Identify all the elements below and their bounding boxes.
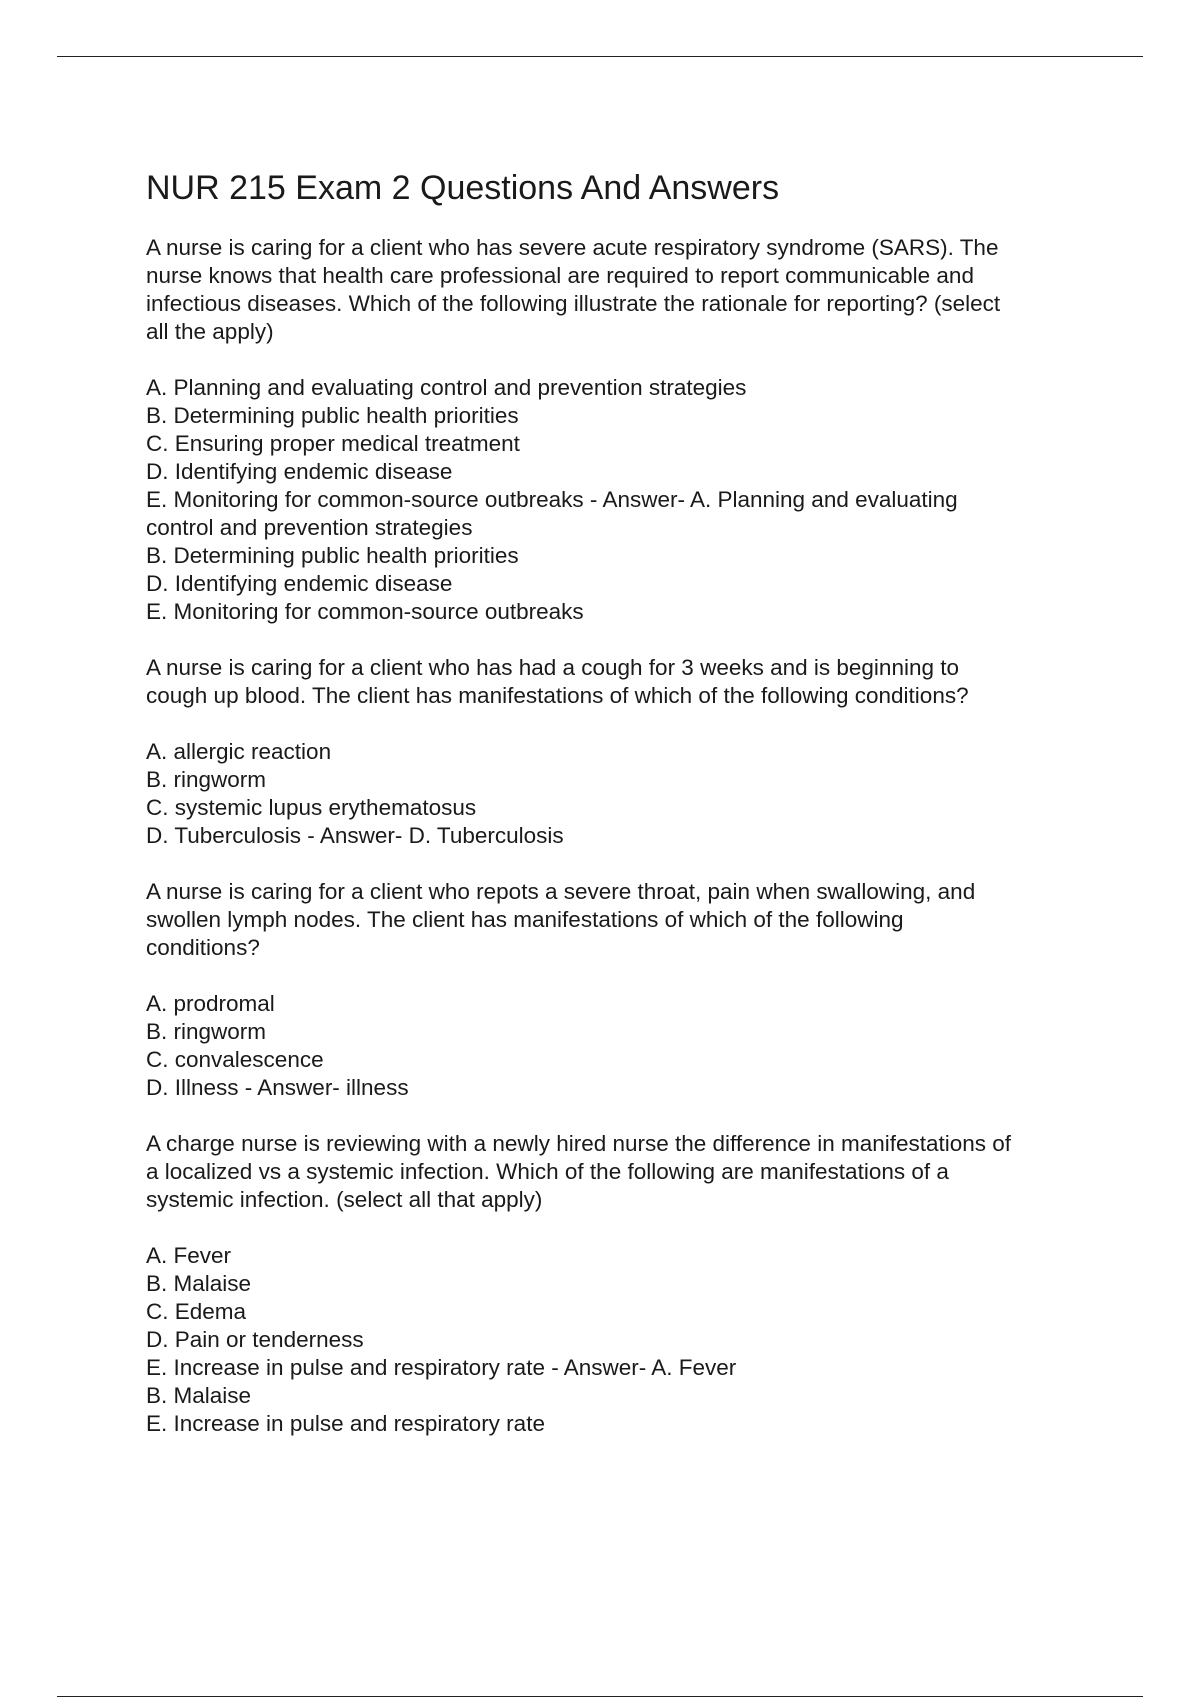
option-line: C. Edema [146, 1299, 247, 1324]
question-2-stem-line: cough up blood. The client has manifestations of which of the following conditions? [146, 683, 969, 708]
question-4-stem-line: A charge nurse is reviewing with a newly hired nurse the difference in manifestations of [146, 1131, 1012, 1156]
option-line: C. convalescence [146, 1047, 324, 1072]
question-3-stem-line: conditions? [146, 935, 260, 960]
question-1-stem-line: A nurse is caring for a client who has severe acute respiratory syndrome (SARS). The [146, 235, 999, 260]
option-line: B. ringworm [146, 1019, 267, 1044]
question-1-options [146, 374, 1096, 626]
question-3-options [146, 990, 1096, 1102]
question-2-stem [146, 654, 1096, 710]
option-answer-line: E. Increase in pulse and respiratory rate [146, 1411, 545, 1436]
question-2-stem-line: A nurse is caring for a client who has had a cough for 3 weeks and is beginning to [146, 655, 959, 680]
question-3-stem-line: A nurse is caring for a client who repots a severe throat, pain when swallowing, and [146, 879, 976, 904]
question-2-options [146, 738, 1096, 850]
bottom-divider [57, 1696, 1143, 1697]
option-answer-line: E. Monitoring for common-source outbreaks [146, 599, 584, 624]
option-line: D. Pain or tenderness [146, 1327, 364, 1352]
option-answer-line: D. Tuberculosis - Answer- D. Tuberculosis [146, 823, 564, 848]
option-line: A. Planning and evaluating control and prevention strategies [146, 375, 747, 400]
option-line: B. Malaise [146, 1271, 252, 1296]
question-3-stem [146, 878, 1096, 962]
question-1-stem-line: infectious diseases. Which of the following illustrate the rationale for reporting? (select [146, 291, 1001, 316]
question-3-stem-line: swollen lymph nodes. The client has manifestations of which of the following [146, 907, 904, 932]
top-divider [57, 56, 1143, 57]
option-line: A. prodromal [146, 991, 275, 1016]
option-answer-line: E. Increase in pulse and respiratory rate - Answer- A. Fever [146, 1355, 737, 1380]
option-line: A. allergic reaction [146, 739, 332, 764]
question-1-stem-line: all the apply) [146, 319, 274, 344]
document-title: NUR 215 Exam 2 Questions And Answers [146, 169, 780, 207]
option-line: D. Identifying endemic disease [146, 459, 453, 484]
option-line: C. Ensuring proper medical treatment [146, 431, 520, 456]
question-1-stem [146, 234, 1096, 346]
question-4-options [146, 1242, 1096, 1438]
option-answer-line: E. Monitoring for common-source outbreaks - Answer- A. Planning and evaluating [146, 487, 958, 512]
question-1-stem-line: nurse knows that health care professional are required to report communicable and [146, 263, 974, 288]
option-line: B. ringworm [146, 767, 267, 792]
option-line: B. Determining public health priorities [146, 403, 519, 428]
question-4-stem [146, 1130, 1096, 1214]
question-4-stem-line: systemic infection. (select all that apply) [146, 1187, 543, 1212]
option-answer-line: control and prevention strategies [146, 515, 473, 540]
question-4-stem-line: a localized vs a systemic infection. Which of the following are manifestations of a [146, 1159, 949, 1184]
option-answer-line: D. Illness - Answer- illness [146, 1075, 409, 1100]
document-body [146, 168, 1096, 1466]
option-line: C. systemic lupus erythematosus [146, 795, 477, 820]
option-answer-line: B. Malaise [146, 1383, 252, 1408]
option-answer-line: B. Determining public health priorities [146, 543, 519, 568]
option-answer-line: D. Identifying endemic disease [146, 571, 453, 596]
option-line: A. Fever [146, 1243, 232, 1268]
